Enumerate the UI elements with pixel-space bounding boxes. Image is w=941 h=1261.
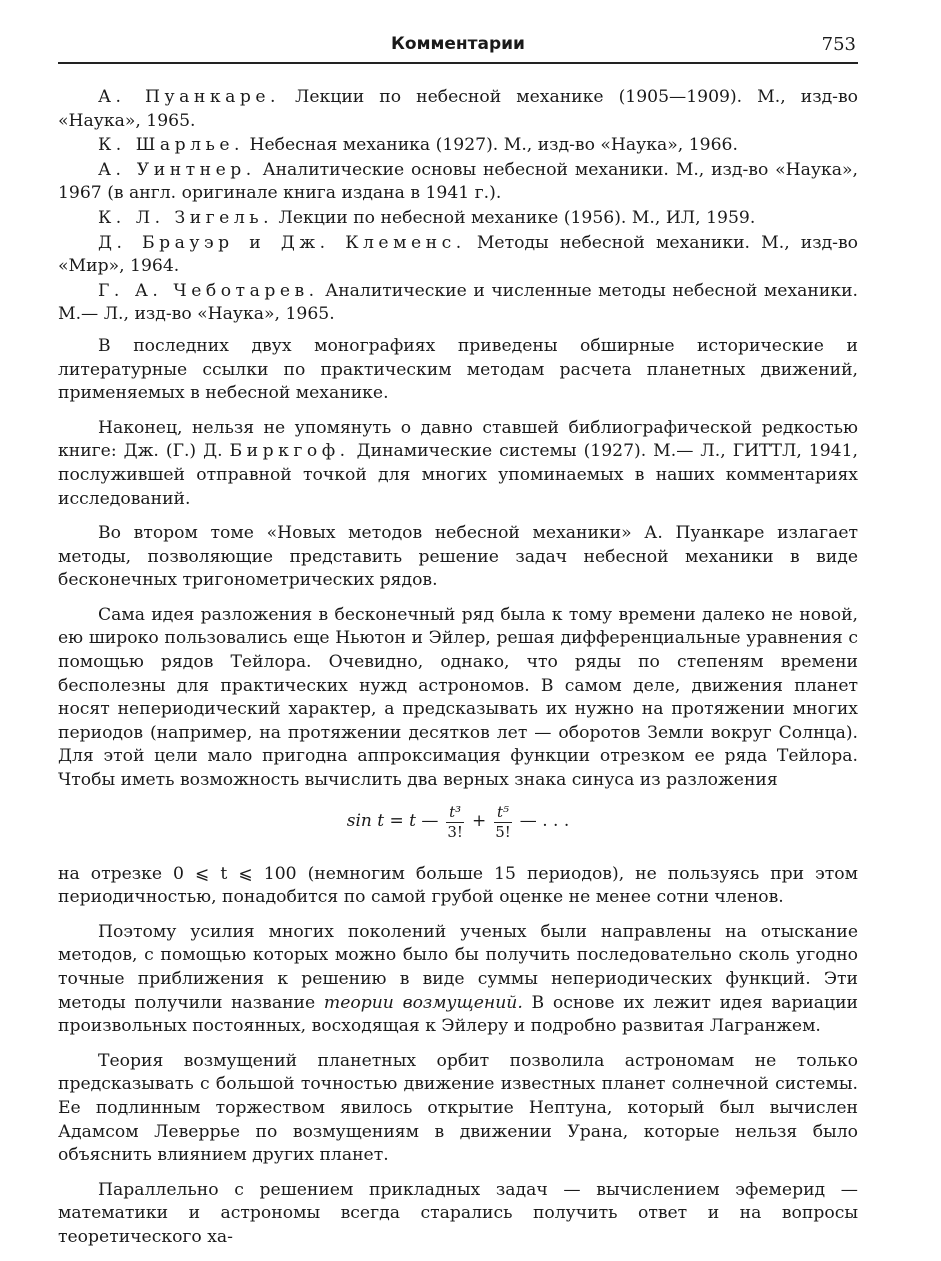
page-number: 753 bbox=[821, 34, 856, 55]
paragraph bbox=[58, 417, 858, 511]
formula-fraction bbox=[492, 803, 514, 842]
page-body bbox=[58, 86, 858, 1250]
running-header bbox=[58, 28, 858, 64]
reference-text: Аналитические основы небесной механики. М., изд-во «Наука», 1967 (в англ. оригинале книга издана в 1941 г.). bbox=[58, 159, 858, 204]
fraction-numerator: t³ bbox=[446, 803, 464, 823]
paragraph-text: Динамические системы (1927). М.— Л., ГИТТЛ, 1941, послужившей отправной точкой для многих упоминаемых в наших комментариях исследований. bbox=[58, 441, 858, 509]
fraction-denominator: 5! bbox=[495, 822, 511, 841]
reference-item bbox=[58, 134, 858, 158]
reference-item bbox=[58, 232, 858, 279]
reference-item bbox=[58, 207, 858, 231]
paragraph: на отрезке 0 ⩽ t ⩽ 100 (немногим больше 15 периодов), не пользуясь при этом периодичностью, понадобится по самой грубой оценке не менее сотни членов. bbox=[58, 863, 858, 908]
fraction-numerator: t⁵ bbox=[494, 803, 512, 823]
reference-item bbox=[58, 86, 858, 133]
paragraph: Параллельно с решением прикладных задач — вычислением эфемерид — математики и астрономы всегда старались получить ответ и на вопросы теоретического ха- bbox=[58, 1179, 858, 1247]
paragraph: Сама идея разложения в бесконечный ряд была к тому времени далеко не новой, ею широко пользовались еще Ньютон и Эйлер, решая дифференциальные уравнения с помощью рядов Тейлора. Очевидно, однако, что ряды по степеням времени бесполезны для практических нужд астрономов. В самом деле, движения планет носят непериодический характер, а предсказывать их нужно на протяжении многих периодов (например, на протяжении десятков лет — оборотов Земли вокруг Солнца). Для этой цели мало пригодна аппроксимация функции отрезком ее ряда Тейлора. Чтобы иметь возможность вычислить два верных знака синуса из разложения bbox=[58, 604, 858, 791]
emphasized-term: теории возмущений. bbox=[323, 992, 523, 1013]
formula-lhs: sin t = t — bbox=[346, 811, 439, 832]
sine-series-formula bbox=[58, 803, 858, 849]
reference-author: К. Шарлье. bbox=[98, 135, 245, 156]
reference-item bbox=[58, 159, 858, 206]
paragraph-text: Поэтому усилия многих поколений ученых были направлены на отыскание методов, с помощью которых можно было бы получить последовательно сколь угодно точные приближения к решению в виде суммы непериодических функций. Эти методы получили название bbox=[58, 921, 858, 1013]
reference-text: Небесная механика (1927). М., изд-во «Наука», 1966. bbox=[244, 135, 738, 156]
paragraph: Во втором томе «Новых методов небесной механики» А. Пуанкаре излагает методы, позволяющие представить решение задач небесной механики в виде бесконечных тригонометрических рядов. bbox=[58, 523, 858, 591]
paragraph-author: Биркгоф. bbox=[229, 441, 350, 462]
paragraph bbox=[58, 921, 858, 1039]
reference-text: Методы небесной механики. М., изд-во «Мир», 1964. bbox=[58, 232, 859, 277]
paragraph-text: В основе их лежит идея вариации произвольных постоянных, восходящая к Эйлеру и подробно развитая Лагранжем. bbox=[58, 992, 858, 1037]
reference-author: Д. Брауэр и Дж. Клеменс. bbox=[98, 232, 466, 253]
reference-item bbox=[58, 280, 858, 327]
reference-text: Лекции по небесной механике (1956). М., ИЛ, 1959. bbox=[273, 207, 756, 228]
formula-plus: + bbox=[471, 811, 487, 832]
reference-text: Аналитические и численные методы небесной механики. М.— Л., изд-во «Наука», 1965. bbox=[58, 280, 858, 325]
fraction-denominator: 3! bbox=[447, 822, 463, 841]
header-title: Комментарии bbox=[391, 34, 525, 54]
reference-author: Г. А. Чеботарев. bbox=[98, 280, 319, 301]
reference-text: Лекции по небесной механике (1905—1909). М., изд-во «Наука», 1965. bbox=[58, 87, 859, 131]
reference-author: К. Л. Зигель. bbox=[98, 207, 274, 228]
paragraph: В последних двух монографиях приведены обширные исторические и литературные ссылки по практическим методам расчета планетных движений, применяемых в небесной механике. bbox=[58, 335, 858, 404]
paragraph-text: Наконец, нельзя не упомянуть о давно ставшей библиографической редкостью книге: Дж. (Г.) Д. bbox=[58, 417, 858, 462]
reference-author: А. Уинтнер. bbox=[98, 159, 256, 180]
reference-author: А. Пуанкаре. bbox=[98, 87, 280, 107]
formula-tail: — . . . bbox=[519, 811, 570, 832]
formula-fraction bbox=[444, 803, 466, 842]
book-page bbox=[58, 28, 858, 1261]
paragraph: Теория возмущений планетных орбит позволила астрономам не только предсказывать с большой точностью движение известных планет солнечной системы. Ее подлинным торжеством явилось открытие Нептуна, который был вычислен Адамсом Леверрье по возмущениям в движении Урана, которые нельзя было объяснить влиянием других планет. bbox=[58, 1050, 858, 1166]
